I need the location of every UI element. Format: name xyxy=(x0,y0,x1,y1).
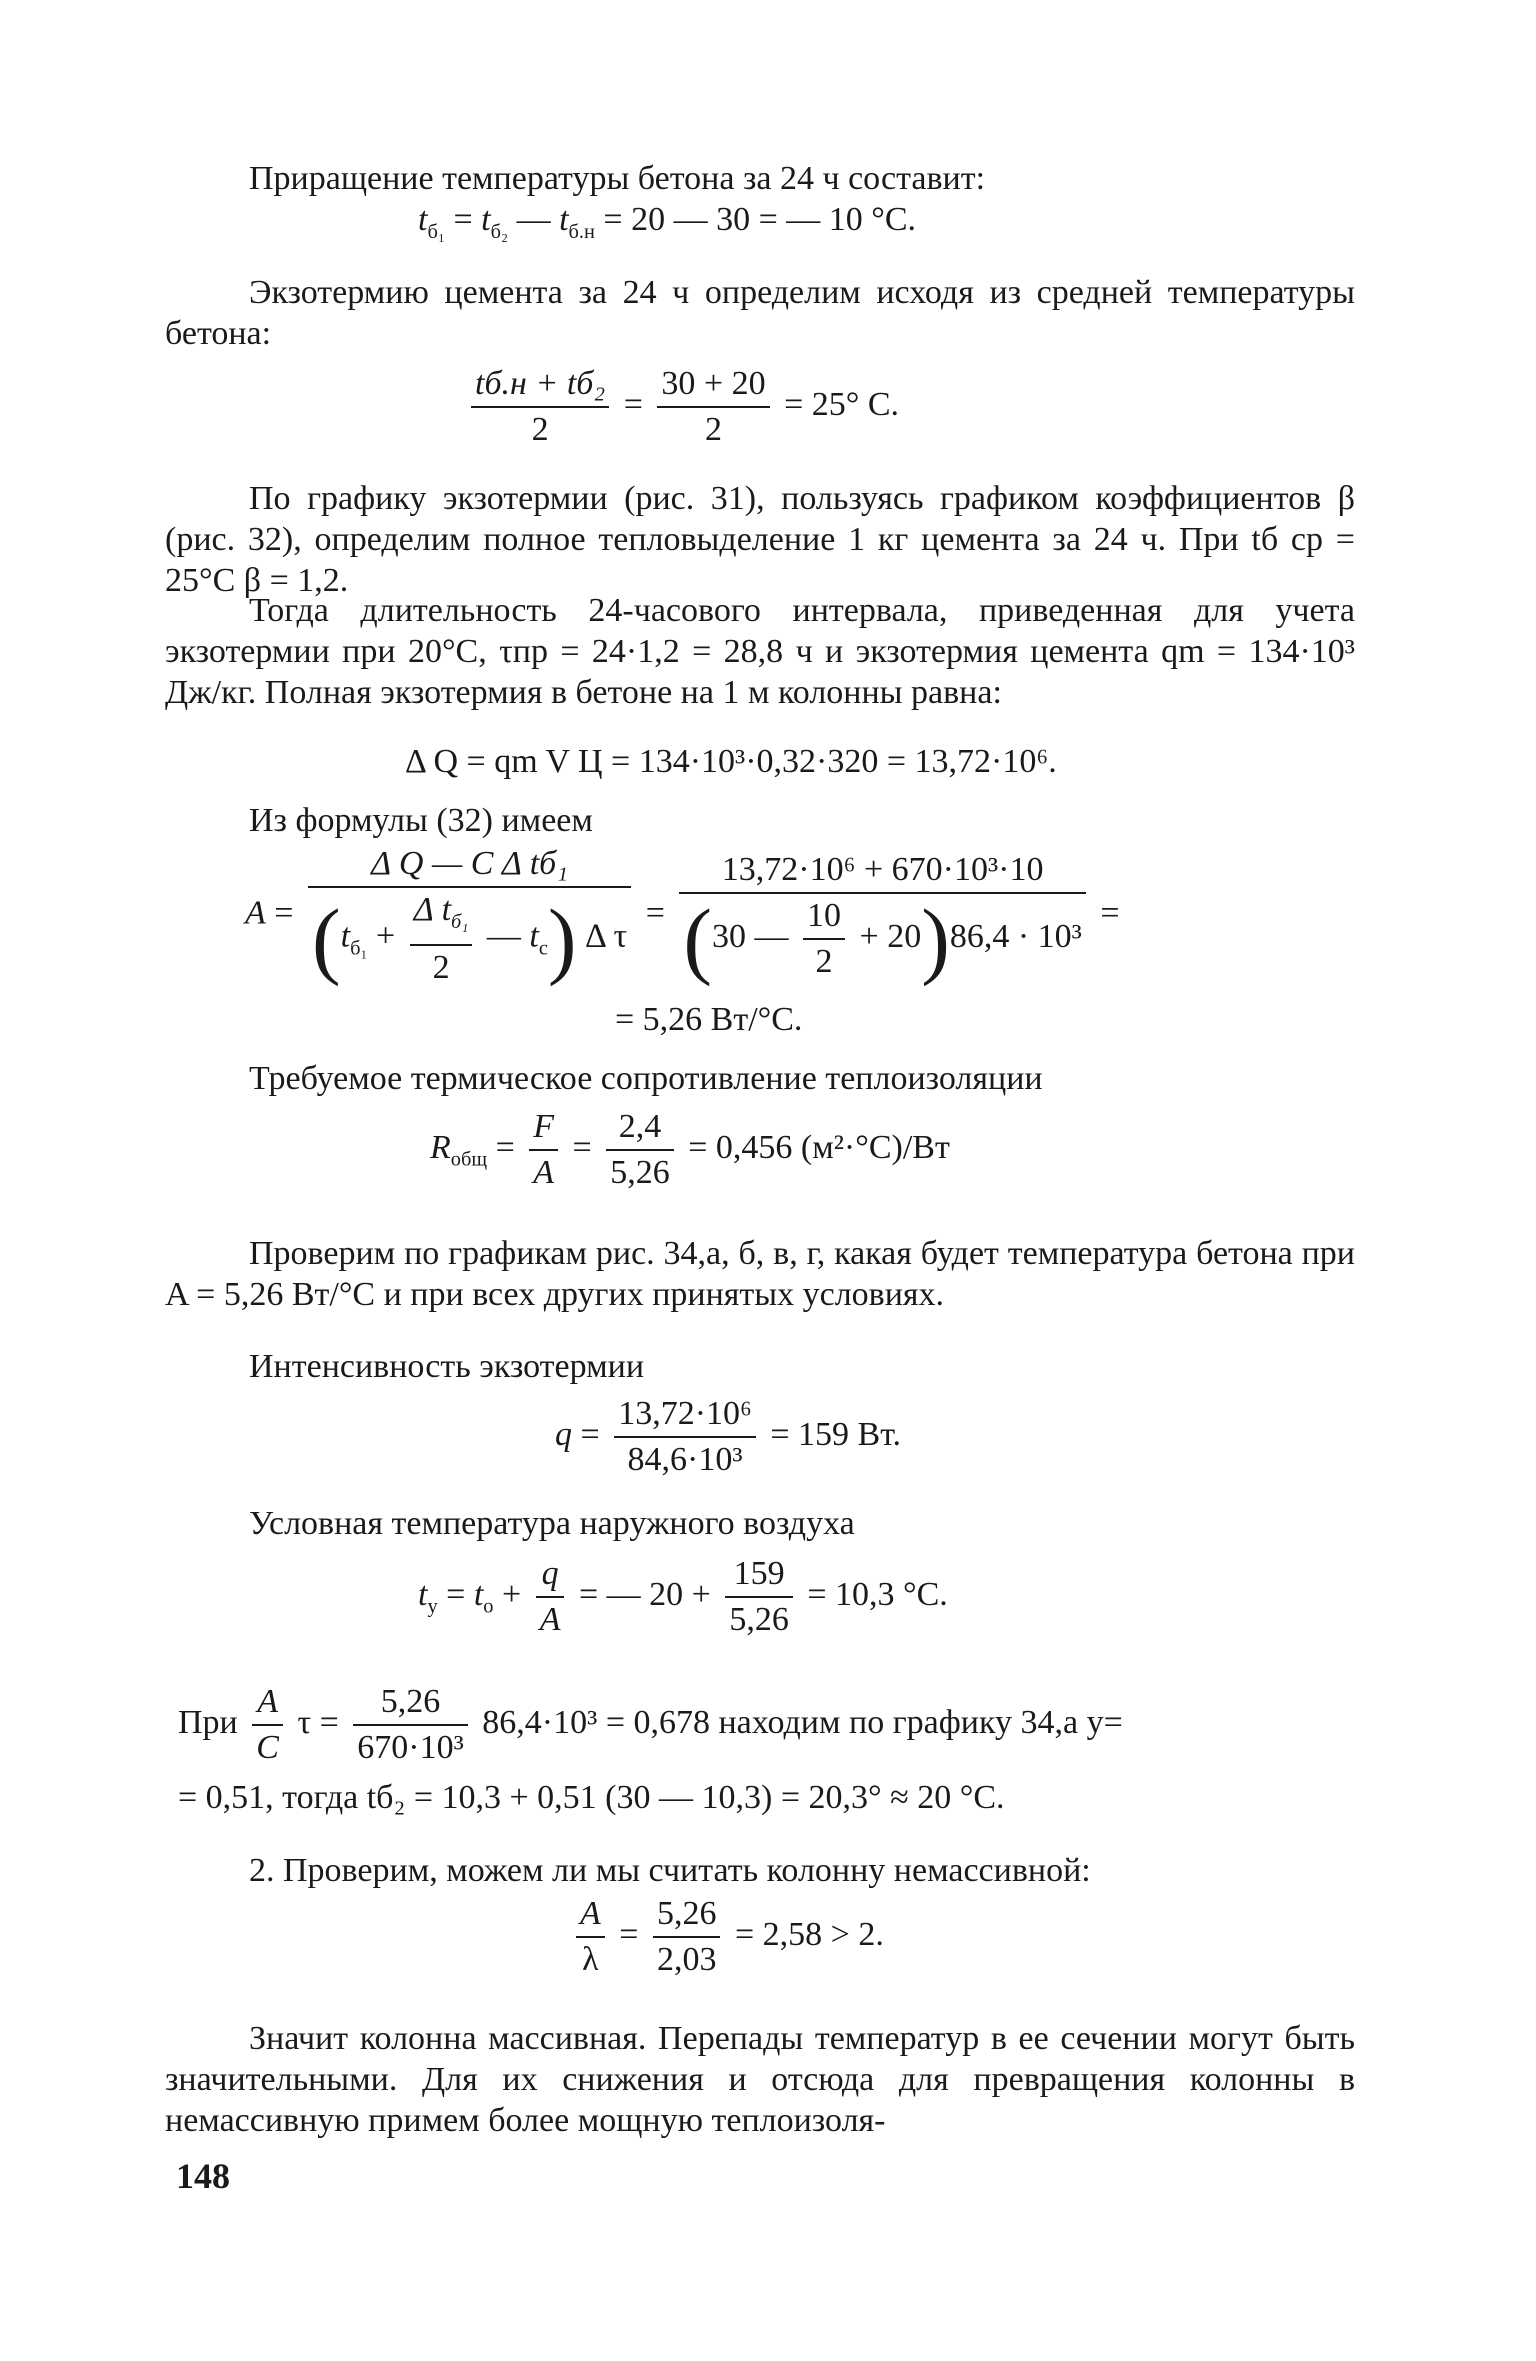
eq5-result: = 0,456 (м²·°С)/Вт xyxy=(688,1128,950,1166)
paragraph-check-graphs: Проверим по графикам рис. 34,а, б, в, г, какая будет температура бетона при A = 5,26 Вт/°С и при всех других принятых условиях. xyxy=(165,1235,1355,1313)
paragraph-exotherm-graph: По графику экзотермии (рис. 31), пользуясь графиком коэффициентов β (рис. 32), определим полное тепловыделение 1 кг цемента за 24 ч. При tб ср = 25°С β = 1,2. xyxy=(165,480,1355,599)
eq6-result: = 159 Вт. xyxy=(770,1415,902,1453)
eq9-numerator: 5,26 xyxy=(653,1892,721,1938)
equation-thermal-resistance: $R_{общ}$ = $\frac{F}{A}$ = $\frac{2,4}{5,26}$ = 0,456 (м²·°С)/Вт xyxy=(430,1105,950,1195)
eq4-denominator-tail: + 20 xyxy=(859,917,922,955)
paragraph-interval: Тогда длительность 24-часового интервала, приведенная для учета экзотермии при 20°С, τпр = 24·1,2 = 28,8 ч и экзотермия цемента qm = 134·10³ Дж/кг. Полная экзотермия в бетоне на 1 м колонны равна: xyxy=(165,592,1355,711)
eq5-numerator-1: F xyxy=(529,1105,558,1151)
equation-a-result: = 5,26 Вт/°С. xyxy=(615,1001,803,1038)
equation-final-temperature: = 0,51, тогда tб₂ = 10,3 + 0,51 (30 — 10,3) = 20,3° ≈ 20 °С. xyxy=(178,1779,1005,1816)
paragraph-formula-32: Из формулы (32) имеем xyxy=(249,802,593,839)
eq4-numerator-1: Δ Q — C Δ tб₁ xyxy=(308,842,631,888)
eq7-result: = 10,3 °С. xyxy=(807,1575,948,1613)
eq7-denominator: 5,26 xyxy=(729,1601,789,1638)
equation-exotherm-intensity: q = $\frac{\text{13,72·10⁶}}{\text{84,6·10³}}$ = 159 Вт. xyxy=(555,1392,901,1482)
eq5-denominator-2: 5,26 xyxy=(610,1154,670,1191)
paragraph-conclusion: Значит колонна массивная. Перепады температур в ее сечении могут быть значительными. Для их снижения и отсюда для превращения колонны в немассивную примем более мощную теплоизоля- xyxy=(165,2020,1355,2139)
paragraph-temperature-increment: Приращение температуры бетона за 24 ч составит: xyxy=(249,160,986,197)
eq7-numerator: 159 xyxy=(725,1552,793,1598)
equation-mean-temperature: $\frac{\text{tб.н + tб₂}}{2}$ = $\frac{30 + 20}{2}$ = 25° С. xyxy=(465,362,899,452)
eq8-denominator: 670·10³ xyxy=(357,1729,464,1766)
eq4-denominator-factor: 86,4 · 10³ xyxy=(949,917,1082,955)
eq2-denominator-2: 2 xyxy=(705,411,723,448)
eq2-result: = 25° С. xyxy=(784,385,900,423)
equation-total-exotherm: Δ Q = qm V Ц = 134·10³·0,32·320 = 13,72·10⁶. xyxy=(405,743,1057,780)
eq9-denominator: 2,03 xyxy=(656,1941,717,1978)
paragraph-exotherm-intro: Экзотермию цемента за 24 ч определим исходя из средней температуры бетона: xyxy=(165,274,1355,352)
eq2-denominator-1: 2 xyxy=(531,411,549,448)
equation-1-result: = 20 — 30 = — 10 °С. xyxy=(603,201,917,238)
eq6-denominator: 84,6·10³ xyxy=(627,1441,743,1478)
eq5-numerator-2: 2,4 xyxy=(606,1105,674,1151)
eq6-numerator: 13,72·10⁶ xyxy=(614,1392,756,1438)
paragraph-massiveness-check: 2. Проверим, можем ли мы считать колонну немассивной: xyxy=(249,1852,1091,1889)
eq4-numerator-2: 13,72·10⁶ + 670·10³·10 xyxy=(679,848,1085,894)
equation-ratio-graph: При $\frac{A}{C}$ τ = $\frac{5,26}{\text{670·10³}}$ 86,4·10³ = 0,678 находим по графику 34,а y= xyxy=(178,1680,1123,1770)
page-number: 148 xyxy=(176,2156,230,2196)
eq2-numerator-2: 30 + 20 xyxy=(657,362,769,408)
equation-massiveness: $\frac{A}{\lambda}$ = $\frac{5,26}{2,03}$ = 2,58 > 2. xyxy=(570,1892,884,1982)
paragraph-exotherm-intensity: Интенсивность экзотермии xyxy=(249,1348,645,1385)
equation-outdoor-temperature: $t_y = t_o$ + $\frac{q}{A}$ = — 20 + $\frac{159}{5,26}$ = 10,3 °С. xyxy=(418,1552,948,1642)
eq7-middle: = — 20 + xyxy=(578,1575,711,1613)
paragraph-thermal-resistance: Требуемое термическое сопротивление теплоизоляции xyxy=(249,1060,1043,1097)
eq5-denominator-1: A xyxy=(533,1154,555,1191)
equation-temperature-increment: $t_{б_1} = t_{б_2}$ — $t_{б.н} = 20$ — 30 = — 10 °С. xyxy=(418,201,917,243)
eq9-result: = 2,58 > 2. xyxy=(734,1915,884,1953)
eq8-numerator: 5,26 xyxy=(353,1680,468,1726)
eq8-result: 86,4·10³ = 0,678 находим по графику 34,а y= xyxy=(482,1703,1123,1741)
eq2-numerator-1: tб.н + tб₂ xyxy=(471,362,609,408)
equation-coefficient-a: A = Δ Q — C Δ tб₁ ($t_{б_1}$ + $\frac{\Delta t_{б_1}}{2}$ — $t_c$) Δ τ = 13,72·10⁶ + 670·10³·10 (30 — $\frac{10}{2}$ + 20)86,4 · 10³ = xyxy=(245,842,1120,990)
eq8-prefix: При xyxy=(178,1703,238,1741)
paragraph-outdoor-temperature: Условная температура наружного воздуха xyxy=(249,1505,855,1542)
